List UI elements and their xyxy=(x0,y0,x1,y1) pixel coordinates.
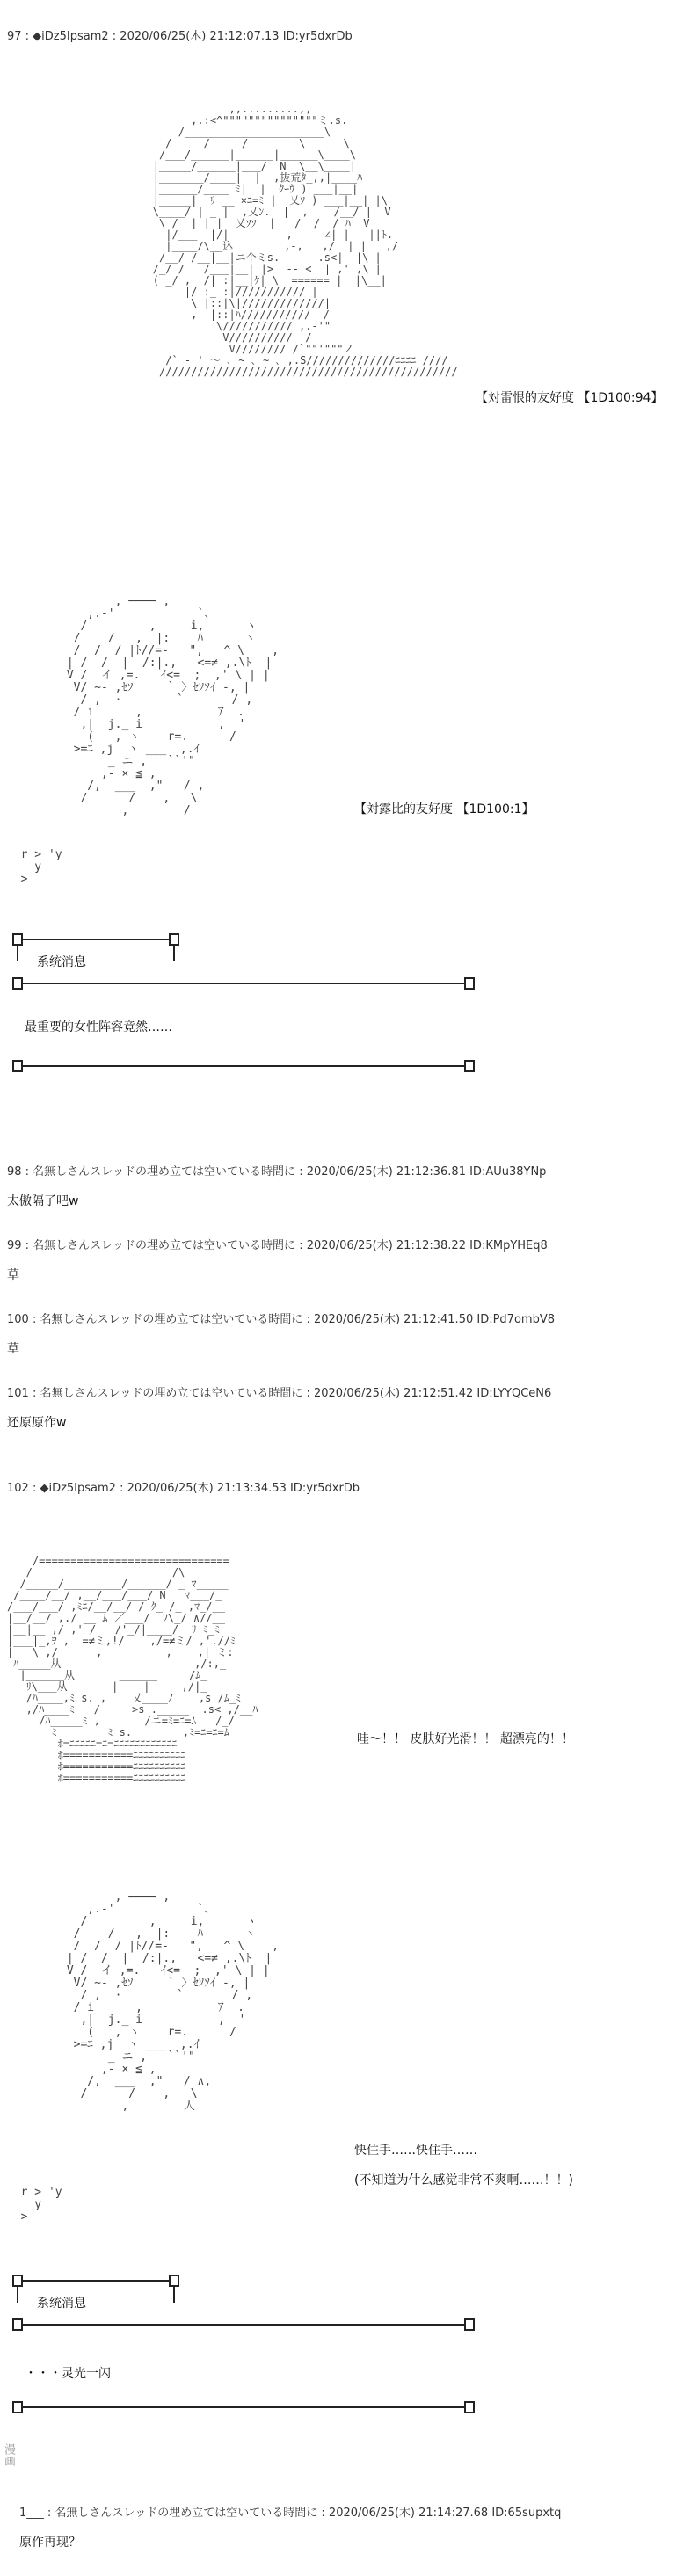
post-body-98: 太傲隔了吧w xyxy=(7,1194,79,1208)
box-corner-br xyxy=(464,2401,475,2413)
box-title-top-line xyxy=(23,2280,169,2282)
post-header-98: 98 : 名無しさんスレッドの埋め立ては空いている時間に : 2020/06/25(木) 21:12:36.81 ID:AUu38YNp xyxy=(7,1165,547,1179)
post-header-100: 100 : 名無しさんスレッドの埋め立ては空いている時間に : 2020/06/25(木) 21:12:41.50 ID:Pd7ombV8 xyxy=(7,1313,555,1326)
system-message-text-2: ・・・灵光一闪 xyxy=(25,2367,111,2381)
box-corner-title-tr xyxy=(169,2275,179,2287)
ascii-art-face-1-left: r > 'y y > xyxy=(20,848,62,886)
box-title-left-line xyxy=(17,946,18,961)
box-corner-ml xyxy=(12,2318,23,2331)
system-message-box-1 xyxy=(12,933,478,1076)
ascii-art-girl-2: /============================== /______________________/\_______ /_____/_________/______/ _ ﾏ_____ /____/__/ ,__/___/___/ N ﾏ___/_ /___/___/ ,ﾐﾆ/__/__/ / ｸ_ /_ ,ﾏ_/__ |__/__/ ,./ __ ﾑ ／___/ ﾌ\_/ ∧//__ |__|__ ,/ ,' / /'_/|____/ ﾘ ﾐ_ﾐ |___|_,ｦ , =≠ミ,!/ ,/=≠ミ/ ,'.//ﾐ |___\ ,/ , , ,|_ミ: ﾊ_____从 ,/:,_ |______从 ______ /ﾑ_ ﾘ\___从 | | ,/|_ /ﾊ____,ﾐ s. , 乂____ﾉ ,s /ﾑ_ﾐ ,/ﾊ____ﾐ / >s ._____ .s< ,/__ﾊ /ﾊ_____ﾐ , /ニ=ﾐ=ﾆ=ﾑ /_/ ﾐ________ﾐ s. ___ ,ﾐ=ﾆ=ﾆ=ﾑ ﾎ=ﾆﾆﾆﾆﾆ=ﾆ=ﾆﾆﾆﾆﾆﾆﾆﾆﾆﾆﾆﾆ ﾎ===========ﾆﾆﾆﾆﾆﾆﾆﾆﾆﾆ ﾎ===========ﾆﾆﾆﾆﾆﾆﾆﾆﾆﾆ ﾎ===========ﾆﾆﾆﾆﾆﾆﾆﾆﾆﾆ xyxy=(7,1555,258,1784)
box-corner-mr xyxy=(464,2318,475,2331)
box-corner-bl xyxy=(12,2401,23,2413)
post-body-100: 草 xyxy=(7,1342,19,1356)
caption-unhappy: (不知道为什么感觉非常不爽啊……！！) xyxy=(354,2173,573,2188)
post-header-97: 97 : ◆iDz5Ipsam2 : 2020/06/25(木) 21:12:07.13 ID:yr5dxrDb xyxy=(7,30,353,43)
ascii-art-face-1: , ──── , ,.-' `、 / , i, ヽ / / , |: ﾊ ヽ / / / |ﾄ//=- ", ^ \ , | / / | /:|., <=≠ ,.\ﾄ | V / イ ,=. ｲ<= ; ,' \ | | V/ ~- ,ｾｿ ` 〉ｾｿｿｲ -, | / , · ` / , / i , ｱ . ,| j._ i , ' ( , ヽ r=. / >=ﾆ ,j ヽ ___ ,.ｲ _ ニ , ``'" ,- × ≦ , /, ___ ," / , / / , \ , / xyxy=(66,595,280,817)
favor-roll-1: 【対雷恨的友好度 【1D100:94】 xyxy=(476,391,664,405)
caption-stop: 快住手……快住手…… xyxy=(354,2144,477,2158)
box-title-left-line xyxy=(17,2287,18,2303)
box-corner-tl xyxy=(12,933,23,946)
favor-roll-2: 【対露比的友好度 【1D100:1】 xyxy=(354,802,534,816)
post-header-102: 102 : ◆iDz5Ipsam2 : 2020/06/25(木) 21:13:34.53 ID:yr5dxrDb xyxy=(7,1482,360,1495)
system-message-title-1: 系统消息 xyxy=(37,955,86,969)
side-watermark-label: 漫画 xyxy=(2,2443,15,2466)
system-message-title-2: 系统消息 xyxy=(37,2297,86,2311)
box-divider-line xyxy=(23,2324,464,2326)
box-bottom-line xyxy=(23,2406,464,2408)
box-title-right-line xyxy=(173,946,175,961)
box-divider-line xyxy=(23,983,464,984)
box-corner-ml xyxy=(12,977,23,990)
box-corner-tl xyxy=(12,2275,23,2287)
system-message-box-2 xyxy=(12,2275,478,2417)
post-header-103: 1___ : 名無しさんスレッドの埋め立ては空いている時間に : 2020/06/25(木) 21:14:27.68 ID:65supxtq xyxy=(19,2507,562,2520)
box-corner-br xyxy=(464,1060,475,1072)
ascii-art-face-2-left: r > 'y y > xyxy=(20,2186,62,2224)
post-header-101: 101 : 名無しさんスレッドの埋め立ては空いている時間に : 2020/06/25(木) 21:12:51.42 ID:LYYQCeN6 xyxy=(7,1387,552,1400)
post-body-99: 草 xyxy=(7,1268,19,1282)
ascii-art-face-2: , ──── , ,.-' `、 / , i, ヽ / / , |: ﾊ ヽ / / / |ﾄ//=- ", ^ \ , | / / | /:|., <=≠ ,.\ﾄ | V / イ ,=. ｲ<= ; ,' \ | | V/ ~- ,ｾｿ ` 〉ｾｿｿｲ -, | / , · ` / , / i , ｱ . ,| j._ i , ' ( , ヽ r=. / >=ﾆ ,j ヽ ___ ,.ｲ _ ニ , ``'" ,- × ≦ , /, ___ ," / ∧, / / , \ , 人 xyxy=(66,1890,280,2113)
box-bottom-line xyxy=(23,1065,464,1067)
ascii-art-girl-1: ,,.........,, ,.:<^"""""""""""""""ミ.s. /______________________\ /_____/_____/________\______\ /___/______|______|______\____\ |_____/______|___/ N \__\____| |_______/____| | ,抜荒ﾀ_,,|____ﾊ |______/____ ﾐ| | ｸｰｳ ) ___|__| |_____| ﾘ __ ×ﾆ=ﾐ | 乂ｿ ) ___|__| |\ \____/ | _ | ,乂ﾝ. | , /__/ | V \_/ | | | 乂ｿｿ | / /__/ ﾊ V |/___ |/| , ∠| | ||ﾄ. |____/\__込 ,-, ,/ | | ,/ /__/ /__|__|ニ个ミs. .s<| |\ | /_/ / /___|__| |> -- < | ,' ,\ | ( _/ , /| :|__|ｹ| \ ====== | |\__| |/ :_ :|/////////// | \ |::|\|/////////////| , |::|ﾊ/////////// / \/////////// ,.-'" V////////// / V//////// /`""'"""ノ /` ‐ ' ～ ､ ~ ､ ~ ､ ,.S//////////////ﾆﾆﾆﾆ //// /////////////////////////////////////////////// xyxy=(152,103,458,378)
box-corner-mr xyxy=(464,977,475,990)
box-title-right-line xyxy=(173,2287,175,2303)
caption-wow: 哇～！！ 皮肤好光滑！！ 超漂亮的！！ xyxy=(357,1732,574,1746)
box-title-top-line xyxy=(23,939,169,940)
system-message-text-1: 最重要的女性阵容竟然…… xyxy=(25,1020,172,1034)
post-header-99: 99 : 名無しさんスレッドの埋め立ては空いている時間に : 2020/06/25(木) 21:12:38.22 ID:KMpYHEq8 xyxy=(7,1239,548,1252)
box-corner-bl xyxy=(12,1060,23,1072)
post-body-101: 还原原作w xyxy=(7,1416,67,1430)
box-corner-title-tr xyxy=(169,933,179,946)
post-body-103: 原作再现？ xyxy=(19,2536,81,2550)
